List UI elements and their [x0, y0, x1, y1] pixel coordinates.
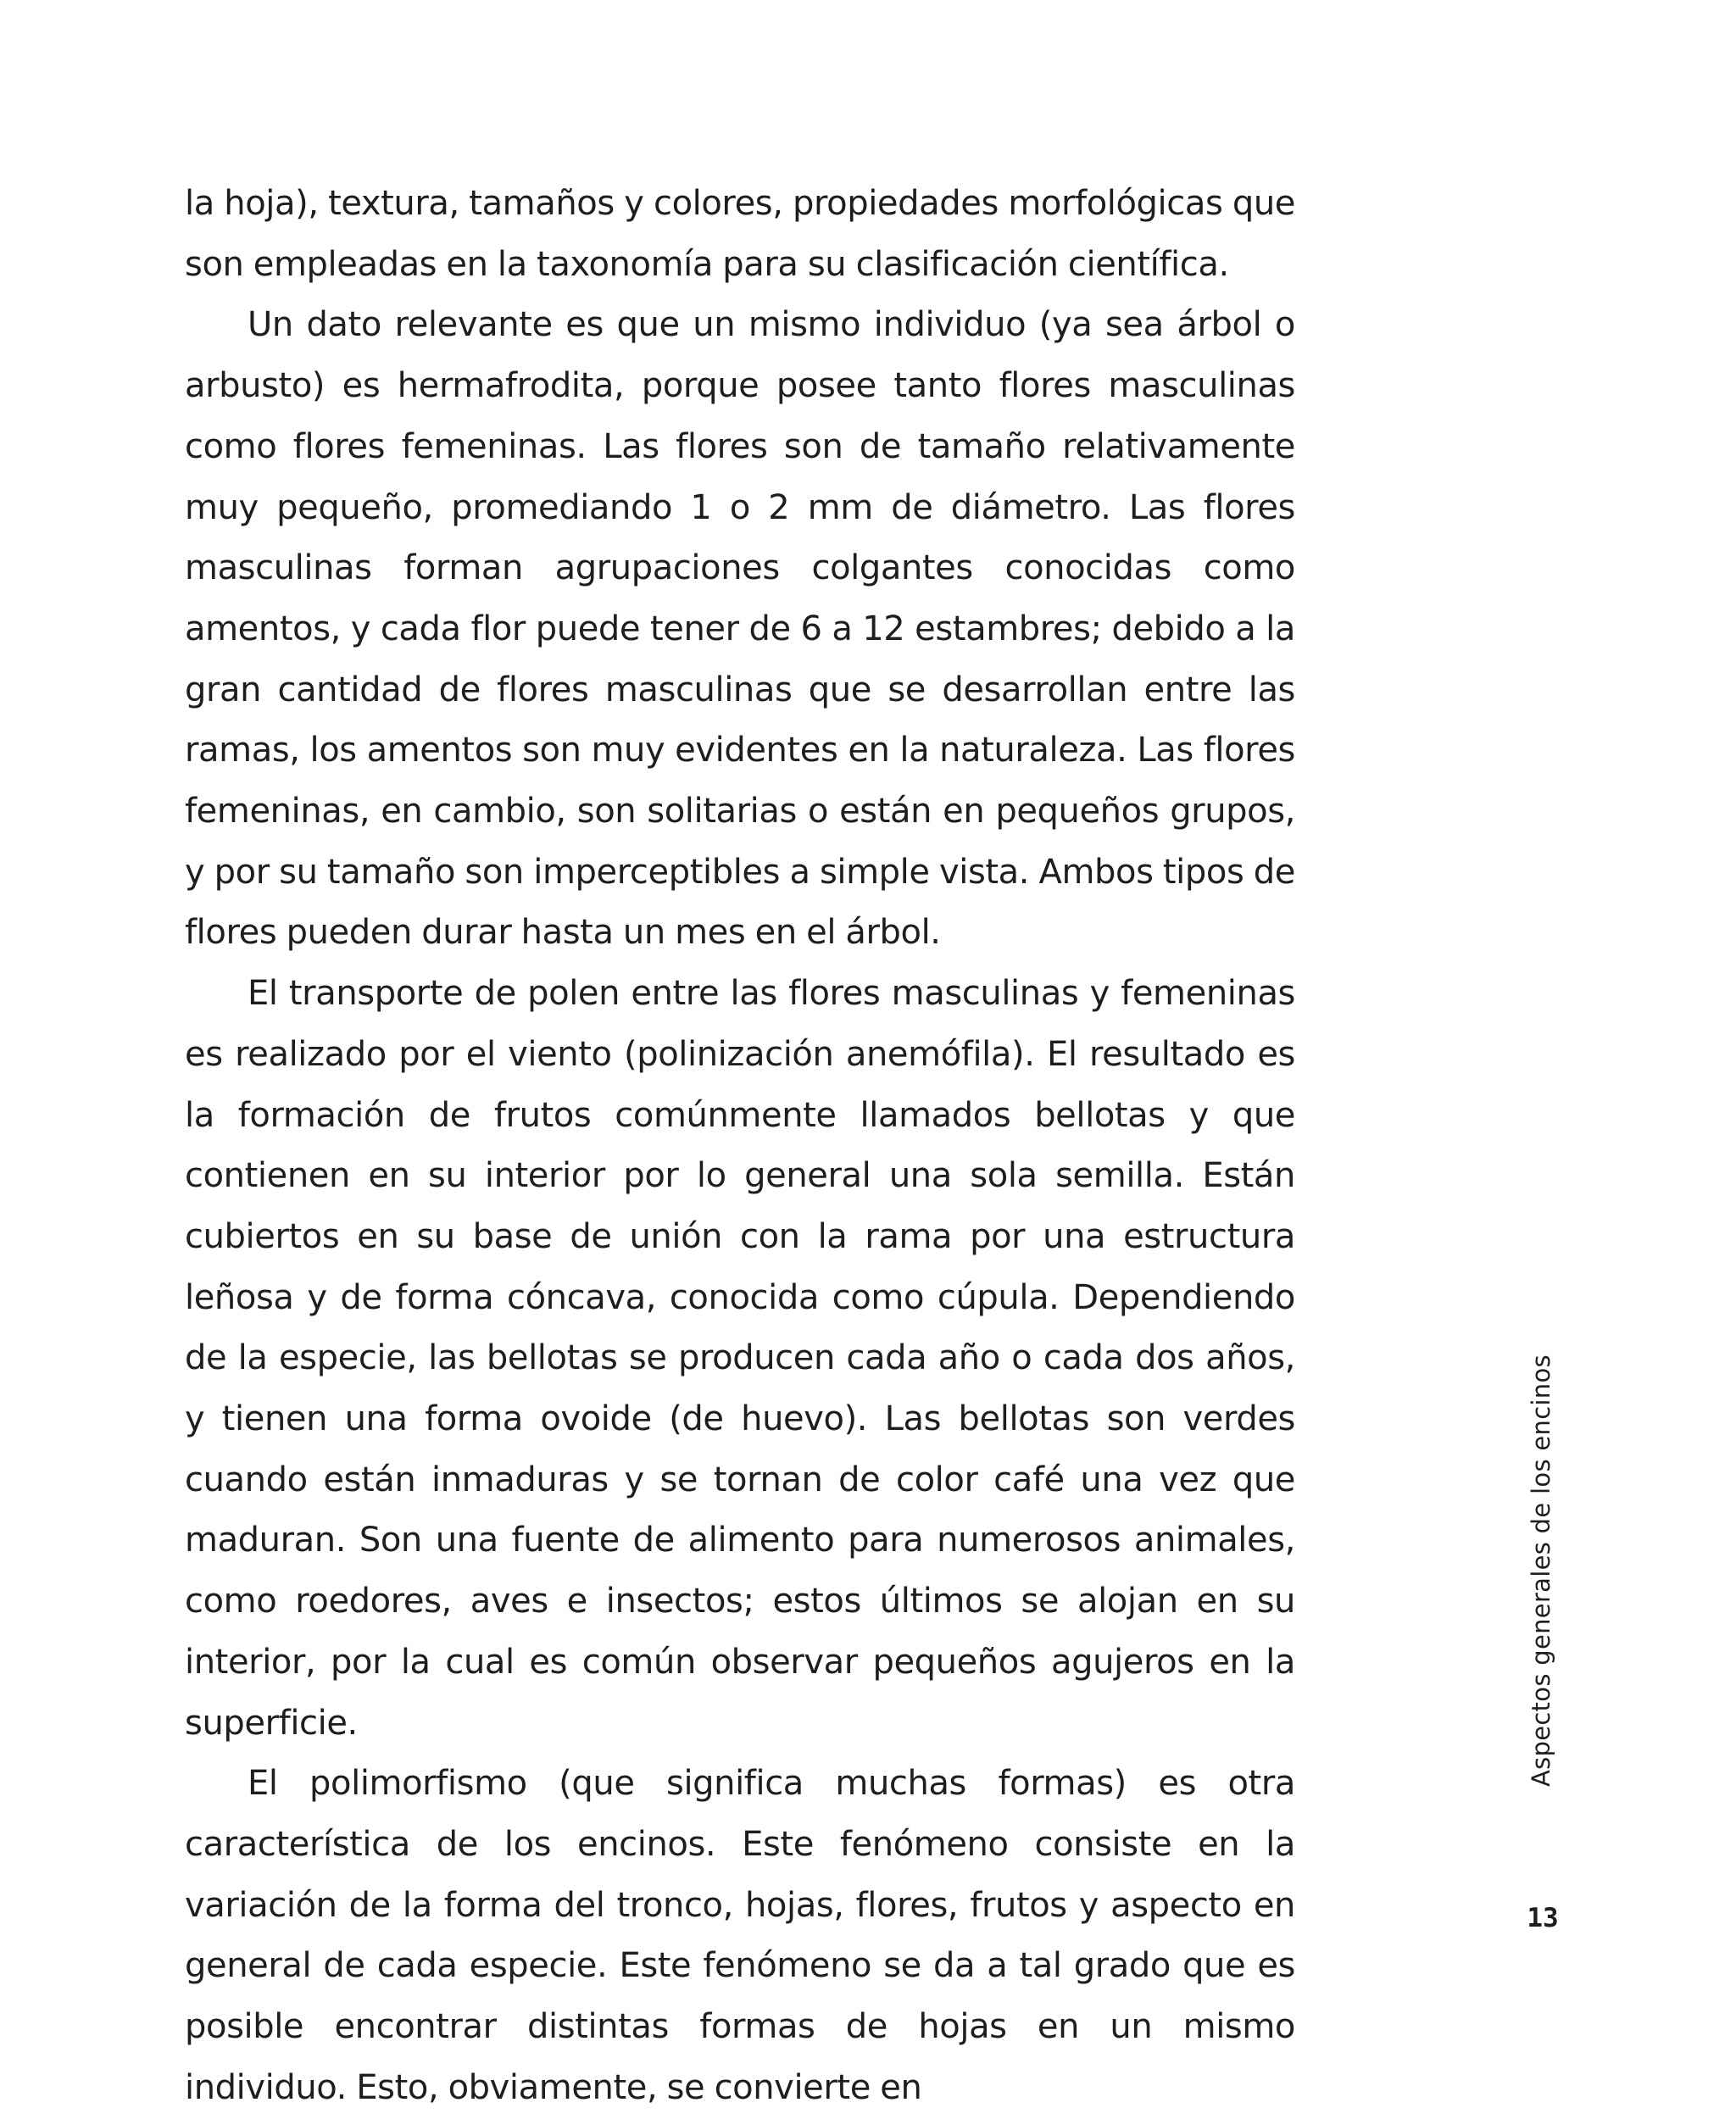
paragraph-3: El transporte de polen entre las flores masculinas y femeninas es realizado por el viento (polinización anemófila). El resultado es la formación de frutos comúnmente llamados bellotas y que contienen en su interior por lo general una sola semilla. Están cubiertos en su base de unión con la rama por una estructura leñosa y de forma cóncava, conocida como cúpula. Dependiendo de la especie, las bellotas se producen cada año o cada dos años, y tienen una forma ovoide (de huevo). Las bellotas son verdes cuando están inmaduras y se tornan de color café una vez que maduran. Son una fuente de alimento para numerosos animales, como roedores, aves e insectos; estos últimos se alojan en su interior, por la cual es común observar pequeños agujeros en la superficie. [185, 974, 1295, 1743]
paragraph-1: la hoja), textura, tamaños y colores, propiedades morfológicas que son empleadas en la taxonomía para su clasificación científica. [185, 184, 1295, 284]
paragraph-2: Un dato relevante es que un mismo individuo (ya sea árbol o arbusto) es hermafrodita, porque posee tanto flores masculinas como flores femeninas. Las flores son de tamaño relativamente muy pequeño, promediando 1 o 2 mm de diámetro. Las flores masculinas forman agrupaciones colgantes conocidas como amentos, y cada flor puede tener de 6 a 12 estambres; debido a la gran cantidad de flores masculinas que se desarrollan entre las ramas, los amentos son muy evidentes en la naturaleza. Las flores femeninas, en cambio, son solitarias o están en pequeños grupos, y por su tamaño son imperceptibles a simple vista. Ambos tipos de flores pueden durar hasta un mes en el árbol. [185, 305, 1295, 953]
page-number: 13 [1527, 1903, 1559, 1933]
body-text [185, 174, 1295, 2119]
running-header [1507, 1354, 1575, 1799]
paragraph-4: El polimorfismo (que significa muchas formas) es otra característica de los encinos. Este fenómeno consiste en la variación de la forma del tronco, hojas, flores, frutos y aspecto en general de cada especie. Este fenómeno se da a tal grado que es posible encontrar distintas formas de hojas en un mismo individuo. Esto, obviamente, se convierte en [185, 1764, 1295, 2107]
section-title: Aspectos generales de los encinos [1527, 1354, 1555, 1787]
